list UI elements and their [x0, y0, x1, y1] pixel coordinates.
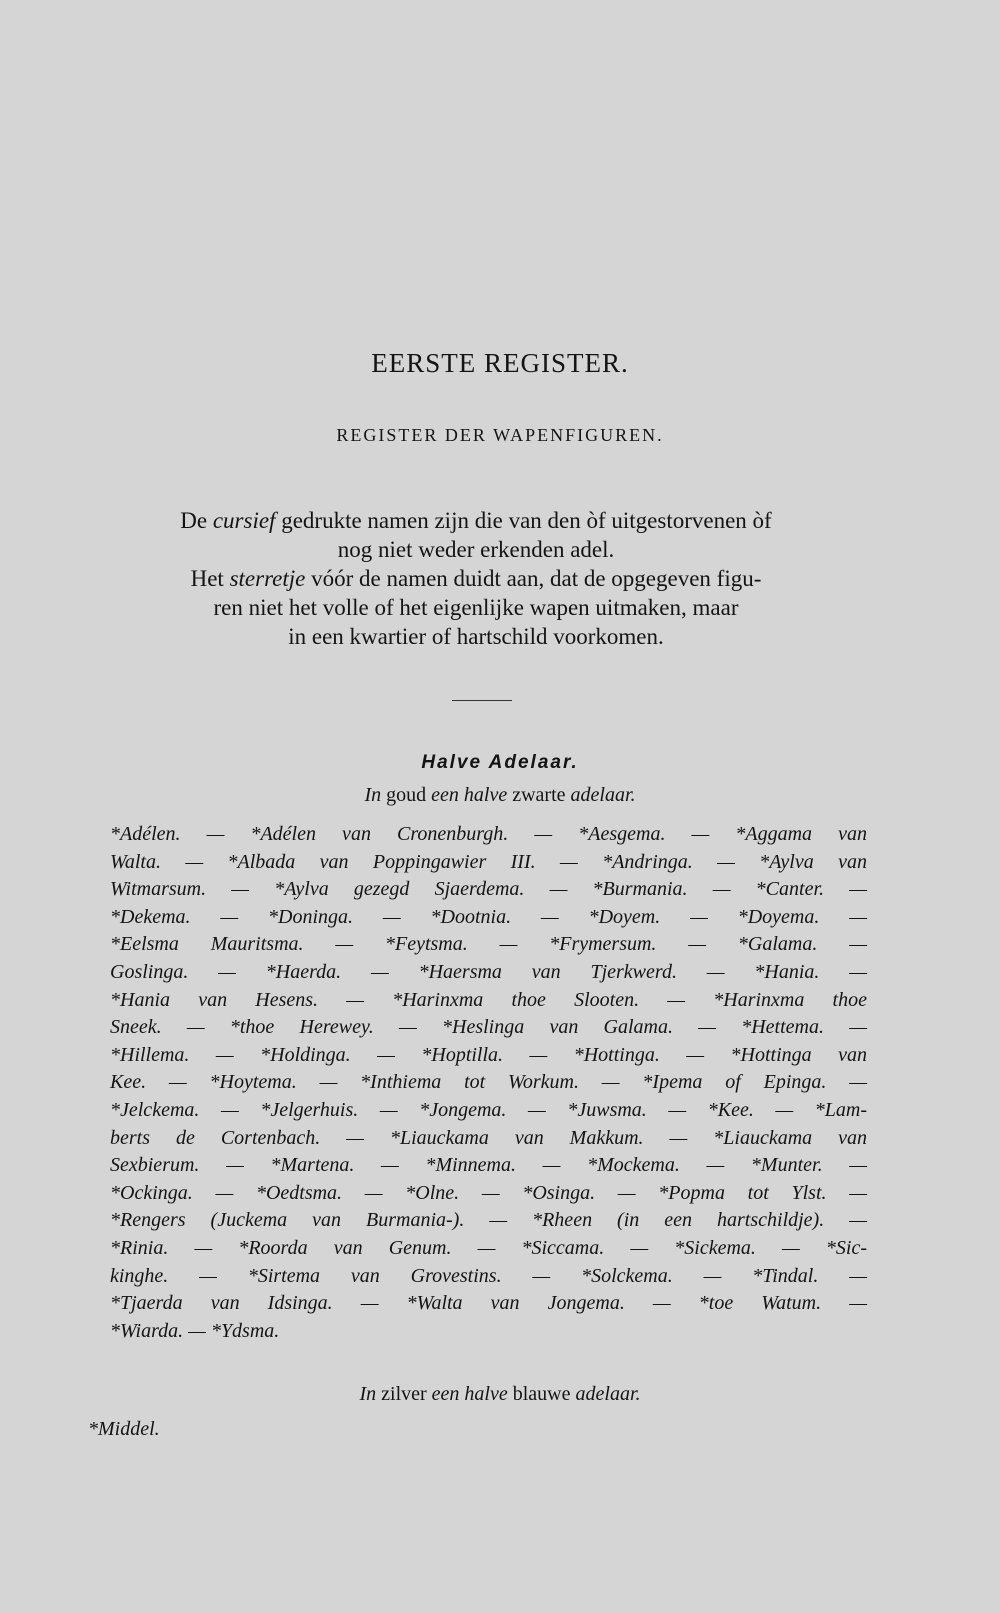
closing-text: adelaar. [575, 1383, 641, 1405]
sub-text: In [364, 784, 382, 806]
names-row: *Jelckema. — *Jelgerhuis. — *Jongema. — *Juwsma. — *Kee. — *Lam- [110, 1098, 867, 1121]
intro-cursief: cursief [212, 508, 276, 533]
intro-line-5: in een kwartier of hartschild voorkomen. [288, 624, 664, 649]
sub-text: zwarte [507, 784, 571, 806]
sub-text: een halve [431, 784, 508, 806]
names-row: *Hillema. — *Holdinga. — *Hoptilla. — *Hottinga. — *Hottinga van [110, 1043, 867, 1066]
sub-text: adelaar. [570, 784, 636, 806]
intro-line-2: nog niet weder erkenden adel. [337, 537, 615, 562]
names-row: *Rengers (Juckema van Burmania-). — *Rheen (in een hartschildje). — [110, 1209, 867, 1232]
intro-line-1 [86, 506, 866, 535]
closing-text: blauwe [507, 1383, 576, 1405]
names-row: Kee. — *Hoytema. — *Inthiema tot Workum. — *Ipema of Epinga. — [110, 1071, 867, 1094]
closing-text: een halve [431, 1383, 508, 1405]
closing-text: zilver [376, 1383, 432, 1405]
names-row: Sexbierum. — *Martena. — *Minnema. — *Mockema. — *Munter. — [110, 1154, 867, 1177]
names-row: berts de Cortenbach. — *Liauckama van Makkum. — *Liauckama van [110, 1126, 867, 1149]
intro-paragraph [86, 506, 866, 651]
names-row: *Adélen. — *Adélen van Cronenburgh. — *Aesgema. — *Aggama van [110, 823, 867, 845]
intro-text: De [180, 508, 213, 533]
names-row: Witmarsum. — *Aylva gezegd Sjaerdema. — *Burmania. — *Canter. — [110, 878, 867, 901]
names-row: Walta. — *Albada van Poppingawier III. — *Andringa. — *Aylva van [110, 850, 867, 873]
sub-text: goud [381, 784, 432, 806]
names-row: *Wiarda. — *Ydsma. [110, 1319, 280, 1342]
footer-entry: *Middel. [88, 1418, 160, 1440]
names-row: *Ockinga. — *Oedtsma. — *Olne. — *Osinga. — *Popma tot Ylst. — [110, 1181, 867, 1204]
names-row: *Hania van Hesens. — *Harinxma thoe Slooten. — *Harinxma thoe [110, 988, 867, 1011]
names-row: *Eelsma Mauritsma. — *Feytsma. — *Frymersum. — *Galama. — [110, 933, 867, 956]
intro-text: gedrukte namen zijn die van den òf uitgestorvenen òf [275, 508, 772, 533]
intro-text: vóór de namen duidt aan, dat de opgegeven figu- [305, 566, 762, 591]
page-subtitle: REGISTER DER WAPENFIGUREN. [336, 425, 664, 445]
intro-text: Het [190, 566, 230, 591]
bleed-through [0, 88, 1000, 111]
closing-line [0, 1383, 1000, 1406]
names-row: kinghe. — *Sirtema van Grovestins. — *Solckema. — *Tindal. — [110, 1264, 867, 1287]
intro-sterretje: sterretje [229, 566, 306, 591]
section-heading: Halve Adelaar. [421, 752, 579, 773]
intro-line-3 [86, 564, 866, 593]
names-row: Sneek. — *thoe Herewey. — *Heslinga van Galama. — *Hettema. — [110, 1016, 867, 1039]
names-row: *Rinia. — *Roorda van Genum. — *Siccama. — *Sickema. — *Sic- [110, 1236, 867, 1259]
names-list [110, 821, 867, 1345]
names-row: Goslinga. — *Haerda. — *Haersma van Tjerkwerd. — *Hania. — [110, 960, 867, 983]
names-row: *Dekema. — *Doninga. — *Dootnia. — *Doyem. — *Doyema. — [110, 905, 867, 928]
page-title: EERSTE REGISTER. [371, 348, 629, 378]
section-divider [452, 700, 512, 701]
names-row: *Tjaerda van Idsinga. — *Walta van Jongema. — *toe Watum. — [110, 1292, 867, 1315]
section-subheading [0, 784, 1000, 807]
intro-line-4: ren niet het volle of het eigenlijke wapen uitmaken, maar [213, 595, 739, 620]
closing-text: In [359, 1383, 377, 1405]
